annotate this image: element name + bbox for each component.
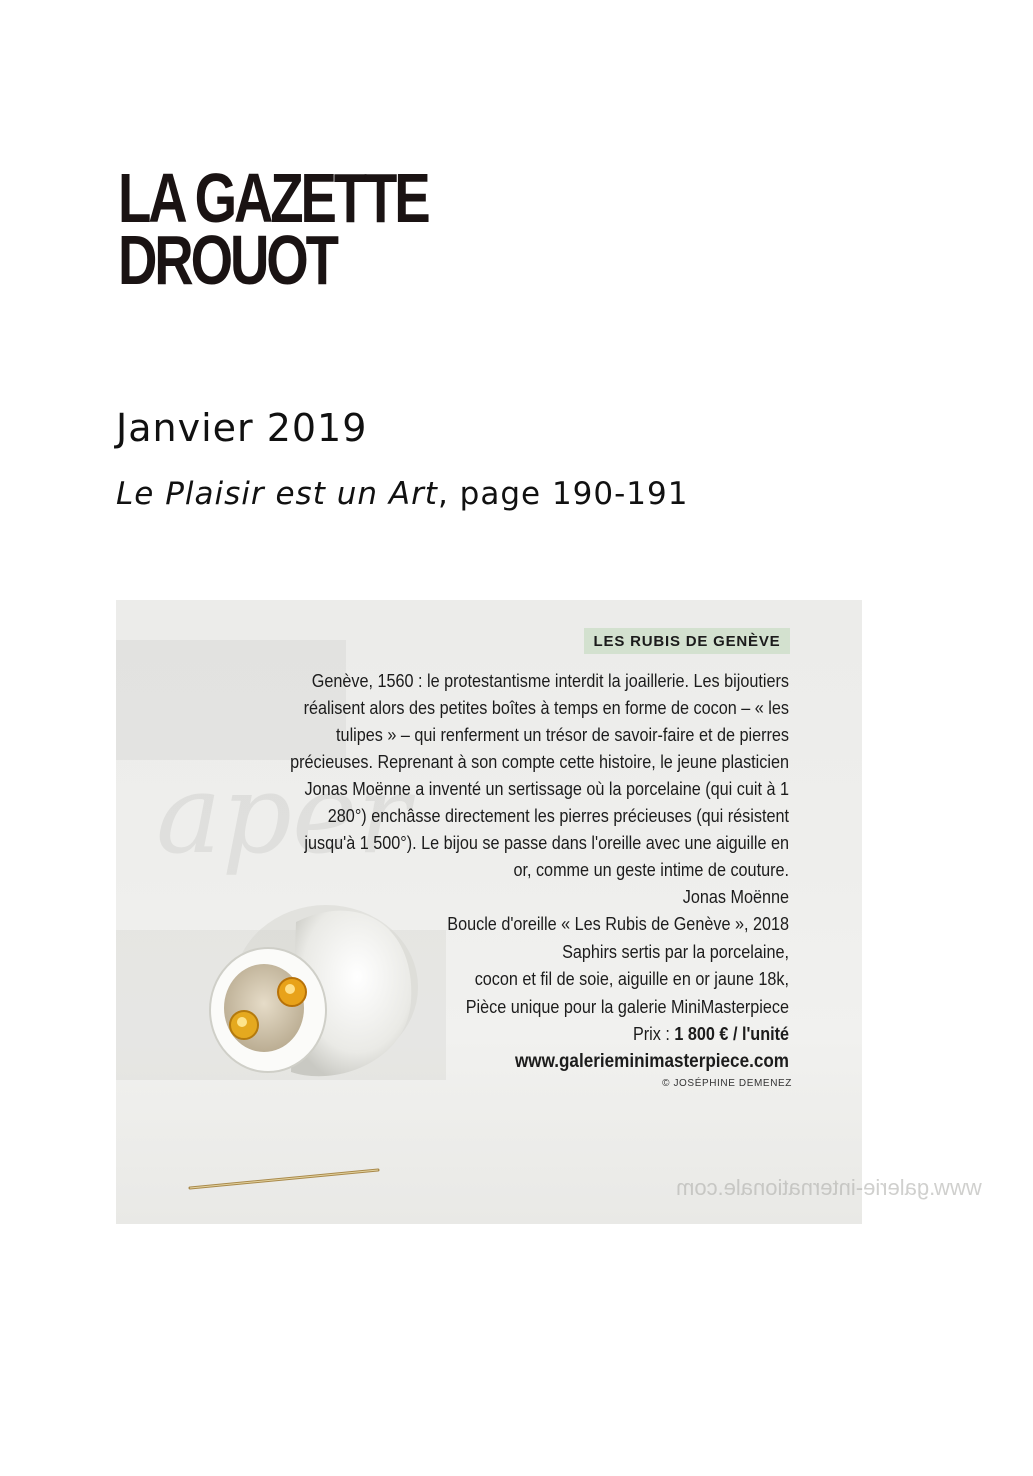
article-text: Genève, 1560 : le protestantisme interdit la joaillerie. Les bijoutiers réalisent alors des petites boîtes à temps en forme de cocon – « les tulipes » – qui renferment un trésor de savoir-faire et de pierres précieuses. Reprenant à son compte cette histoire, le jeune plasticien Jonas Moënne a inventé un sertissage où la porcelaine (qui cuit à 1 280°) enchâsse directement les pierres précieuses (qui résistent jusqu'à 1 500°). Le bijou se passe dans l'oreille avec une aiguille en or, comme un geste intime de couture. <box>290 671 789 880</box>
stone-highlight <box>285 984 295 994</box>
stone-highlight <box>237 1017 247 1027</box>
rubric-label: LES RUBIS DE GENÈVE <box>584 628 790 654</box>
gallery-website: www.galerieminimasterpiece.com <box>514 1051 789 1073</box>
background-ghost-lettering: aper <box>156 750 410 878</box>
article-reference <box>116 476 688 512</box>
article-body <box>285 668 789 884</box>
artwork-edition: Pièce unique pour la galerie MiniMasterpiece <box>465 996 789 1017</box>
porcelain-earring-image <box>206 892 436 1092</box>
article-title: Le Plaisir est un Art <box>116 476 438 512</box>
magazine-clipping <box>116 600 982 1224</box>
issue-date: Janvier 2019 <box>116 406 368 450</box>
logo-line-1: LA GAZETTE <box>118 159 428 237</box>
logo-line-2: DROUOT <box>118 221 336 299</box>
article-pages: , page 190-191 <box>437 476 689 512</box>
artist-name: Jonas Moënne <box>682 887 789 907</box>
price-value: 1 800 € / l'unité <box>674 1024 789 1045</box>
price-label: Prix : <box>632 1024 675 1045</box>
artwork-title: Boucle d'oreille « Les Rubis de Genève », 2018 <box>447 914 789 935</box>
gold-needle-image <box>186 1160 386 1200</box>
background-mirrored-url: www.galerie-internationale.com <box>676 1175 982 1200</box>
artwork-material: cocon et fil de soie, aiguille en or jaune 18k, <box>474 969 789 990</box>
photo-credit: © JOSÉPHINE DEMENEZ <box>662 1078 792 1089</box>
artwork-material: Saphirs sertis par la porcelaine, <box>562 941 789 962</box>
gazette-drouot-logo <box>118 159 428 299</box>
